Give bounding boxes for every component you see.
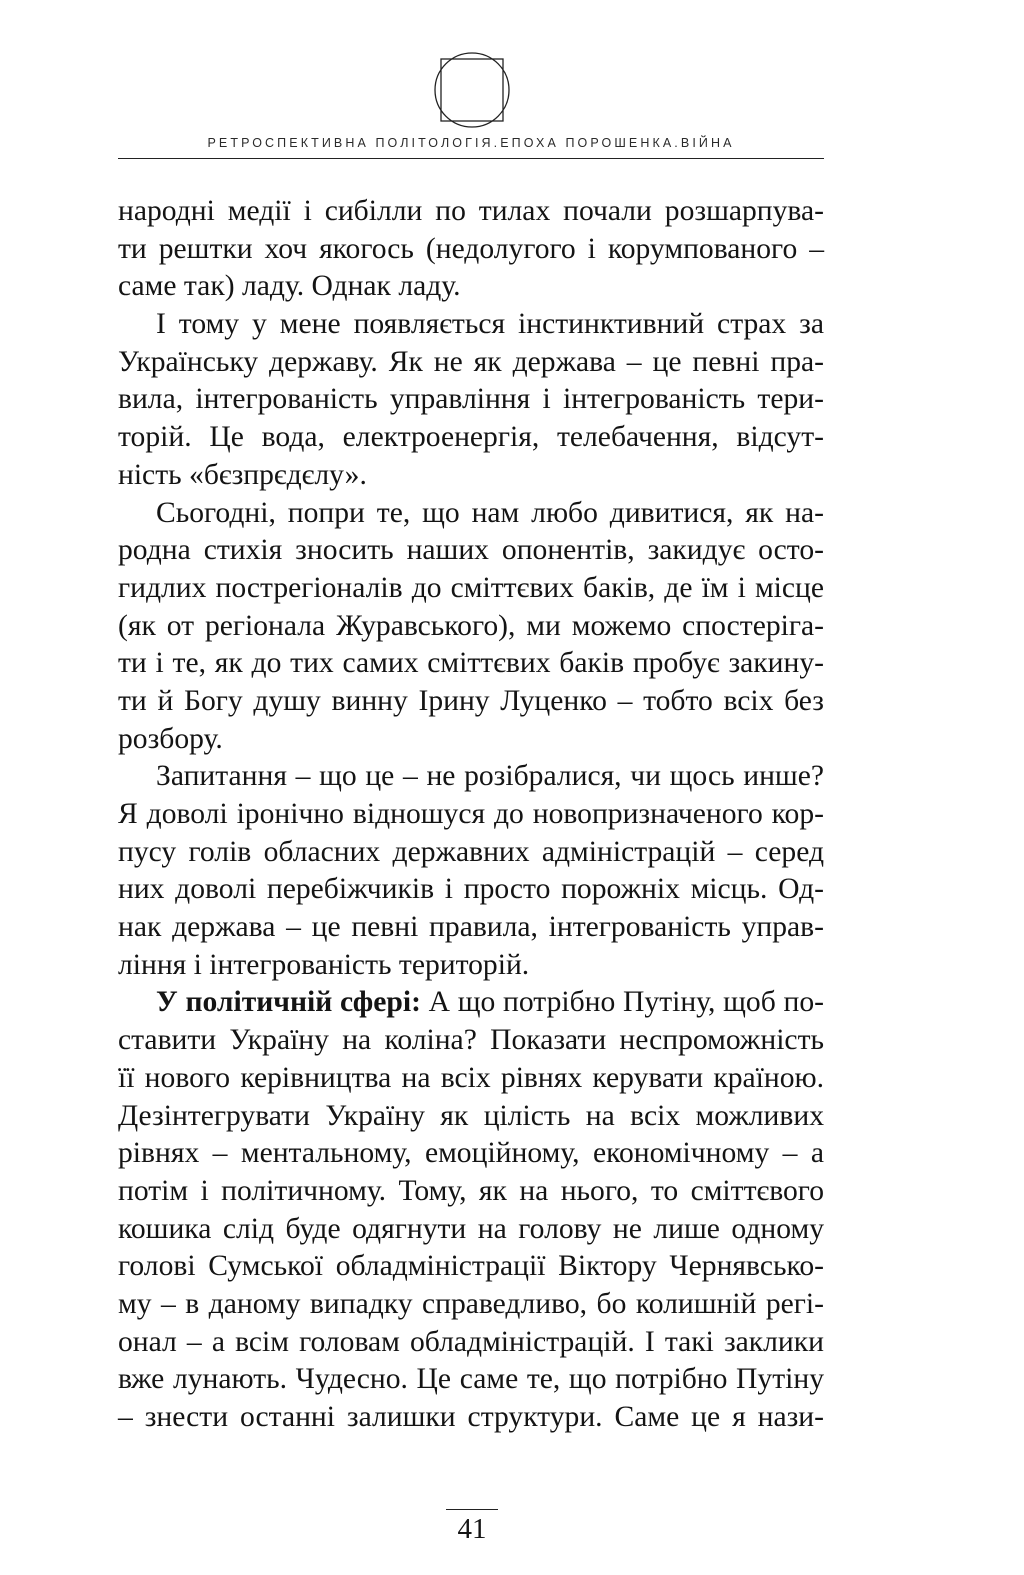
paragraph-start-line: І тому у мене появляється інстинктивний страх за [156, 308, 824, 341]
text-line: потім і політичному. Тому, як на нього, то сміттєвого [118, 1174, 824, 1207]
text-line: розбору. [118, 722, 223, 755]
text-line: ставити Україну на коліна? Показати неспроможність [118, 1024, 824, 1057]
text-line: саме так) ладу. Однак ладу. [118, 270, 461, 303]
lead-rest-text: А що потрібно Путіну, щоб по- [420, 986, 824, 1019]
text-line: Я доволі іронічно відношуся до новопризначеного кор- [118, 798, 824, 830]
text-line: вила, інтегрованість управління і інтегрованість тери- [118, 383, 824, 416]
bold-lead-text: У політичній сфері: [156, 986, 421, 1019]
logo-circle-square-icon [432, 48, 512, 132]
text-line: Дезінтегрувати Україну як цілість на всіх можливих [118, 1099, 824, 1132]
text-line: народні медії і сибілли по тилах почали розшарпува- [118, 195, 824, 227]
page-number: 41 [457, 1513, 487, 1545]
text-line: – знести останні залишки структури. Саме це я нази- [118, 1401, 824, 1433]
header-rule [118, 158, 824, 159]
text-line: її нового керівництва на всіх рівнях керувати країною. [118, 1061, 824, 1094]
text-line: кошика слід буде одягнути на голову не лише одному [118, 1212, 824, 1245]
body-text [118, 193, 824, 1437]
running-header: РЕТРОСПЕКТИВНА ПОЛІТОЛОГІЯ.ЕПОХА ПОРОШЕНКА.ВІЙНА [207, 136, 735, 150]
text-line: гидлих пострегіоналів до сміттєвих баків, де їм і місце [118, 571, 824, 604]
text-line: вже лунають. Чудесно. Це саме те, що потрібно Путіну [118, 1363, 824, 1396]
page-number-rule [446, 1509, 498, 1510]
text-line: Українську державу. Як не як держава – це певні пра- [118, 345, 824, 378]
paragraph-start-line: Сьогодні, попри те, що нам любо дивитися, як на- [156, 496, 824, 529]
text-line: них доволі перебіжчиків і просто порожніх місць. Од- [118, 873, 824, 906]
text-line: нак держава – це певні правила, інтегрованість управ- [118, 911, 824, 944]
paragraph-start-line: Запитання – що це – не розібралися, чи щось инше? [156, 760, 824, 793]
text-line: ність «бєзпрєдєлу». [118, 458, 367, 491]
text-line: ти й Богу душу винну Ірину Луценко – тобто всіх без [118, 684, 824, 717]
text-line: рівнях – ментальному, емоційному, економічному – а [118, 1137, 824, 1170]
text-line: онал – а всім головам обладміністрацій. І такі заклики [118, 1325, 824, 1358]
text-line: (як от регіонала Журавського), ми можемо спостеріга- [118, 609, 824, 642]
text-line: торій. Це вода, електроенергія, телебачення, відсут- [118, 421, 824, 454]
paragraph-start-line [118, 984, 824, 1022]
text-line: ління і інтегрованість територій. [118, 948, 530, 981]
text-line: пусу голів обласних державних адміністрацій – серед [118, 835, 824, 868]
text-line: родна стихія зносить наших опонентів, закидує осто- [118, 534, 824, 567]
text-line: ти і те, як до тих самих сміттєвих баків пробує закину- [118, 647, 824, 680]
text-line: му – в даному випадку справедливо, бо колишній регі- [118, 1287, 824, 1320]
text-line: ти рештки хоч якогось (недолугого і корумпованого – [118, 232, 824, 265]
text-line: голові Сумської обладміністрації Віктору Чернявсько- [118, 1250, 824, 1283]
